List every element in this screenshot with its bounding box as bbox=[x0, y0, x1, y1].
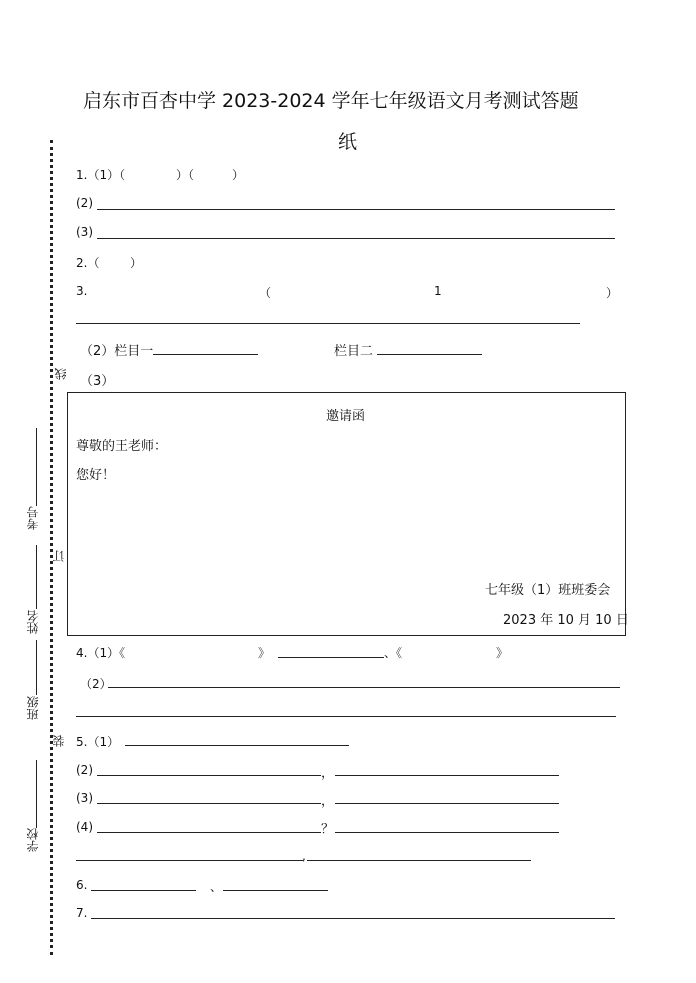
margin-xian-label: 线 bbox=[54, 368, 68, 380]
letter-sender: 七年级（1）班班委会 bbox=[485, 583, 611, 598]
banji-label: 班级 bbox=[26, 696, 40, 720]
q2-label: 2.（ bbox=[76, 256, 100, 270]
q2-close-paren: ） bbox=[130, 256, 143, 270]
q5-part4-line-d[interactable] bbox=[307, 860, 531, 861]
q7-label: 7. bbox=[76, 906, 88, 920]
q5-part3-line-b[interactable] bbox=[335, 803, 559, 804]
page-title: 启东市百杏中学 2023-2024 学年七年级语文月考测试答题 bbox=[83, 90, 579, 112]
q1-part3-answer-line[interactable] bbox=[97, 238, 615, 239]
page-title-continued: 纸 bbox=[338, 131, 358, 153]
q5-part4-line-b[interactable] bbox=[335, 832, 559, 833]
kaohao-label: 考号 bbox=[26, 506, 40, 530]
q3-part3-label: （3） bbox=[80, 374, 115, 389]
xuexiao-label: 学校 bbox=[26, 828, 40, 852]
q4-part1-label: 4.（1）《 bbox=[76, 646, 126, 660]
q3-close-paren: ） bbox=[606, 286, 619, 300]
q5-part2-line-a[interactable] bbox=[97, 775, 321, 776]
q4-part2-line2[interactable] bbox=[76, 716, 616, 717]
q3-column1-line[interactable] bbox=[153, 354, 258, 355]
q5-part3-label: (3) bbox=[76, 791, 93, 805]
q1-part1-label: 1.（1）（ bbox=[76, 168, 126, 182]
q5-part2-label: (2) bbox=[76, 763, 93, 777]
q5-part3-line-a[interactable] bbox=[97, 803, 321, 804]
q4-part2-label: （2） bbox=[80, 677, 112, 691]
invitation-letter-box[interactable] bbox=[67, 392, 629, 636]
q4-part2-line1[interactable] bbox=[108, 687, 620, 688]
q5-part1-line[interactable] bbox=[125, 745, 349, 746]
q5-part2-comma: ， bbox=[321, 766, 335, 781]
q3-column2-line[interactable] bbox=[377, 354, 482, 355]
q5-part3-comma: ， bbox=[321, 794, 335, 809]
binding-dotted-line bbox=[50, 140, 53, 955]
q3-open-paren: （ bbox=[259, 286, 272, 300]
letter-heading: 邀请函 bbox=[326, 409, 366, 424]
q1-part1-paren2: ）（ bbox=[176, 168, 195, 182]
xingming-blank-line[interactable] bbox=[36, 545, 37, 609]
q3-part2-column2-label: 栏目二 bbox=[334, 344, 374, 359]
q5-part1-label: 5.（1） bbox=[76, 735, 120, 749]
q1-part1-paren3: ） bbox=[232, 168, 245, 182]
q3-answer-line[interactable] bbox=[76, 323, 580, 324]
q4-book1-line[interactable] bbox=[278, 657, 384, 658]
q5-part4-question-mark: ？ bbox=[321, 822, 335, 837]
q6-line-b[interactable] bbox=[223, 890, 328, 891]
q7-line[interactable] bbox=[91, 918, 615, 919]
q3-part2-label: （2）栏目一 bbox=[80, 344, 154, 359]
margin-zhuang-label: 装 bbox=[52, 735, 66, 747]
q5-part4-line-c[interactable] bbox=[76, 860, 303, 861]
q5-part4-comma2: , bbox=[302, 849, 306, 863]
q1-part3-label: (3) bbox=[76, 225, 93, 239]
q6-line-a[interactable] bbox=[91, 890, 196, 891]
q4-book2-close: 》 bbox=[496, 646, 509, 660]
q4-book2-open: 、《 bbox=[384, 646, 403, 660]
q5-part2-line-b[interactable] bbox=[335, 775, 559, 776]
q4-book1-close: 》 bbox=[258, 646, 271, 660]
q3-label: 3. bbox=[76, 284, 88, 298]
q6-separator: 、 bbox=[210, 880, 223, 894]
q5-part4-line-a[interactable] bbox=[97, 832, 321, 833]
margin-ding-label: 订 bbox=[52, 550, 66, 562]
xuexiao-blank-line[interactable] bbox=[36, 760, 37, 828]
q1-part2-label: (2) bbox=[76, 196, 93, 210]
q5-part4-label: (4) bbox=[76, 820, 93, 834]
xingming-label: 姓名 bbox=[26, 610, 40, 634]
banji-blank-line[interactable] bbox=[36, 640, 37, 695]
kaohao-blank-line[interactable] bbox=[36, 428, 37, 506]
q3-mid-text: 1 bbox=[434, 284, 442, 298]
letter-hello: 您好！ bbox=[76, 468, 116, 483]
q1-part2-answer-line[interactable] bbox=[97, 209, 615, 210]
q6-label: 6. bbox=[76, 878, 88, 892]
letter-date: 2023 年 10 月 10 日 bbox=[503, 613, 629, 628]
letter-greeting: 尊敬的王老师： bbox=[76, 439, 168, 454]
